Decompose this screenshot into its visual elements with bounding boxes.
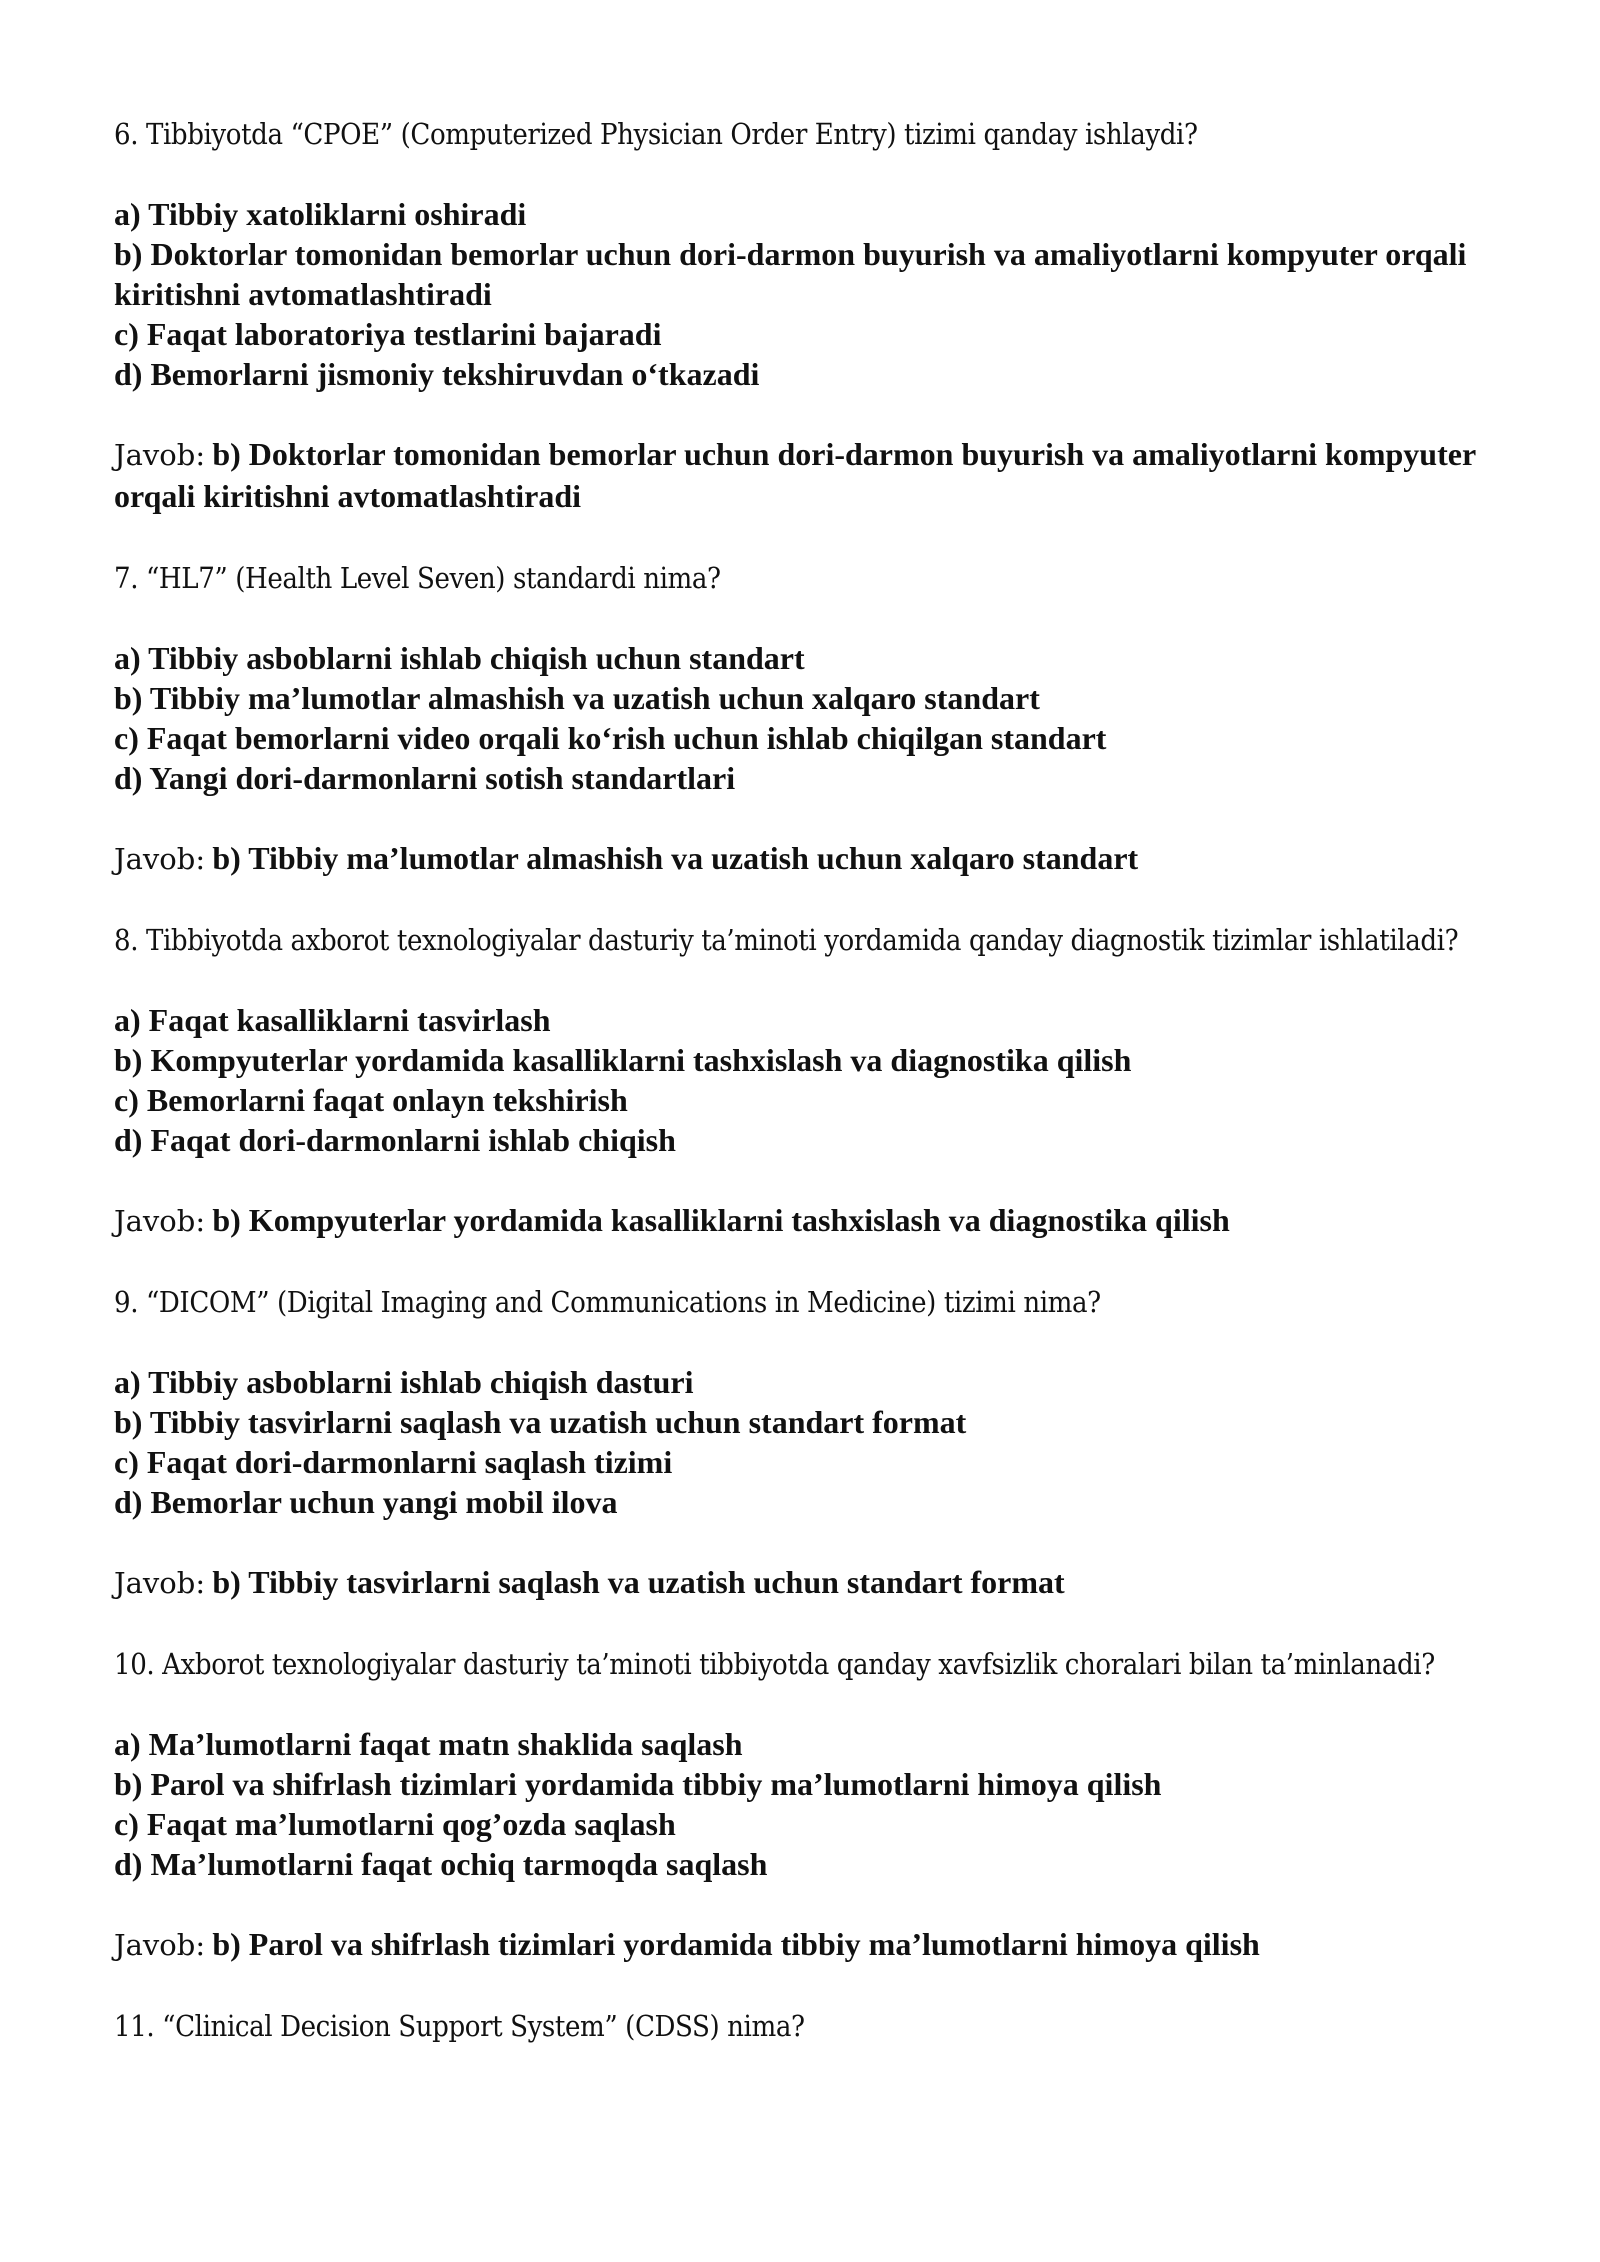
question-block-8	[114, 920, 1514, 1242]
answer-line	[114, 1924, 1514, 1966]
question-block-7	[114, 558, 1514, 880]
answer-line	[114, 434, 1514, 518]
option-b: b) Parol va shifrlash tizimlari yordamida tibbiy ma’lumotlarni himoya qilish	[114, 1766, 1162, 1802]
question-block-11	[114, 2006, 1514, 2046]
option-a: a) Ma’lumotlarni faqat matn shaklida saqlash	[114, 1726, 743, 1762]
answer-prefix: Javob:	[114, 842, 206, 876]
question-block-10	[114, 1644, 1514, 1966]
question-text: 8. Tibbiyotda axborot texnologiyalar dasturiy ta’minoti yordamida qanday diagnostik tizimlar ishlatiladi?	[114, 923, 1459, 957]
answer-options	[114, 1724, 1514, 1884]
answer-prefix: Javob:	[114, 1204, 206, 1238]
option-c: c) Faqat bemorlarni video orqali ko‘rish uchun ishlab chiqilgan standart	[114, 720, 1107, 756]
document-page	[114, 114, 1514, 2086]
option-b: b) Kompyuterlar yordamida kasalliklarni tashxislash va diagnostika qilish	[114, 1042, 1132, 1078]
option-d: d) Bemorlarni jismoniy tekshiruvdan o‘tkazadi	[114, 356, 760, 392]
answer-text: b) Doktorlar tomonidan bemorlar uchun dori-darmon buyurish va amaliyotlarni kompyuter orqali kiritishni avtomatlashtiradi	[114, 436, 1476, 514]
question-block-6	[114, 114, 1514, 518]
question-text: 7. “HL7” (Health Level Seven) standardi nima?	[114, 561, 721, 595]
answer-options	[114, 1362, 1514, 1522]
option-b: b) Tibbiy tasvirlarni saqlash va uzatish uchun standart format	[114, 1404, 967, 1440]
answer-line	[114, 838, 1514, 880]
answer-prefix: Javob:	[114, 438, 206, 472]
option-a: a) Tibbiy asboblarni ishlab chiqish dasturi	[114, 1364, 694, 1400]
answer-text: b) Tibbiy tasvirlarni saqlash va uzatish uchun standart format	[212, 1564, 1065, 1600]
option-b: b) Tibbiy ma’lumotlar almashish va uzatish uchun xalqaro standart	[114, 680, 1040, 716]
answer-options	[114, 194, 1514, 394]
answer-text: b) Parol va shifrlash tizimlari yordamida tibbiy ma’lumotlarni himoya qilish	[212, 1926, 1260, 1962]
option-a: a) Tibbiy xatoliklarni oshiradi	[114, 196, 527, 232]
answer-text: b) Kompyuterlar yordamida kasalliklarni tashxislash va diagnostika qilish	[212, 1202, 1230, 1238]
question-text: 10. Axborot texnologiyalar dasturiy ta’minoti tibbiyotda qanday xavfsizlik choralari bilan ta’minlanadi?	[114, 1647, 1435, 1681]
question-block-9	[114, 1282, 1514, 1604]
option-b: b) Doktorlar tomonidan bemorlar uchun dori-darmon buyurish va amaliyotlarni kompyuter orqali kiritishni avtomatlashtiradi	[114, 236, 1467, 312]
answer-options	[114, 638, 1514, 798]
answer-prefix: Javob:	[114, 1566, 206, 1600]
option-a: a) Faqat kasalliklarni tasvirlash	[114, 1002, 551, 1038]
answer-line	[114, 1562, 1514, 1604]
answer-prefix: Javob:	[114, 1928, 206, 1962]
answer-options	[114, 1000, 1514, 1160]
question-text: 6. Tibbiyotda “CPOE” (Computerized Physician Order Entry) tizimi qanday ishlaydi?	[114, 117, 1198, 151]
option-c: c) Faqat ma’lumotlarni qog’ozda saqlash	[114, 1806, 676, 1842]
option-d: d) Yangi dori-darmonlarni sotish standartlari	[114, 760, 736, 796]
option-c: c) Faqat dori-darmonlarni saqlash tizimi	[114, 1444, 673, 1480]
answer-text: b) Tibbiy ma’lumotlar almashish va uzatish uchun xalqaro standart	[212, 840, 1139, 876]
option-c: c) Bemorlarni faqat onlayn tekshirish	[114, 1082, 628, 1118]
option-d: d) Ma’lumotlarni faqat ochiq tarmoqda saqlash	[114, 1846, 768, 1882]
option-d: d) Bemorlar uchun yangi mobil ilova	[114, 1484, 618, 1520]
answer-line	[114, 1200, 1514, 1242]
option-d: d) Faqat dori-darmonlarni ishlab chiqish	[114, 1122, 676, 1158]
option-a: a) Tibbiy asboblarni ishlab chiqish uchun standart	[114, 640, 805, 676]
question-text: 11. “Clinical Decision Support System” (CDSS) nima?	[114, 2009, 805, 2043]
question-text: 9. “DICOM” (Digital Imaging and Communications in Medicine) tizimi nima?	[114, 1285, 1101, 1319]
option-c: c) Faqat laboratoriya testlarini bajaradi	[114, 316, 662, 352]
